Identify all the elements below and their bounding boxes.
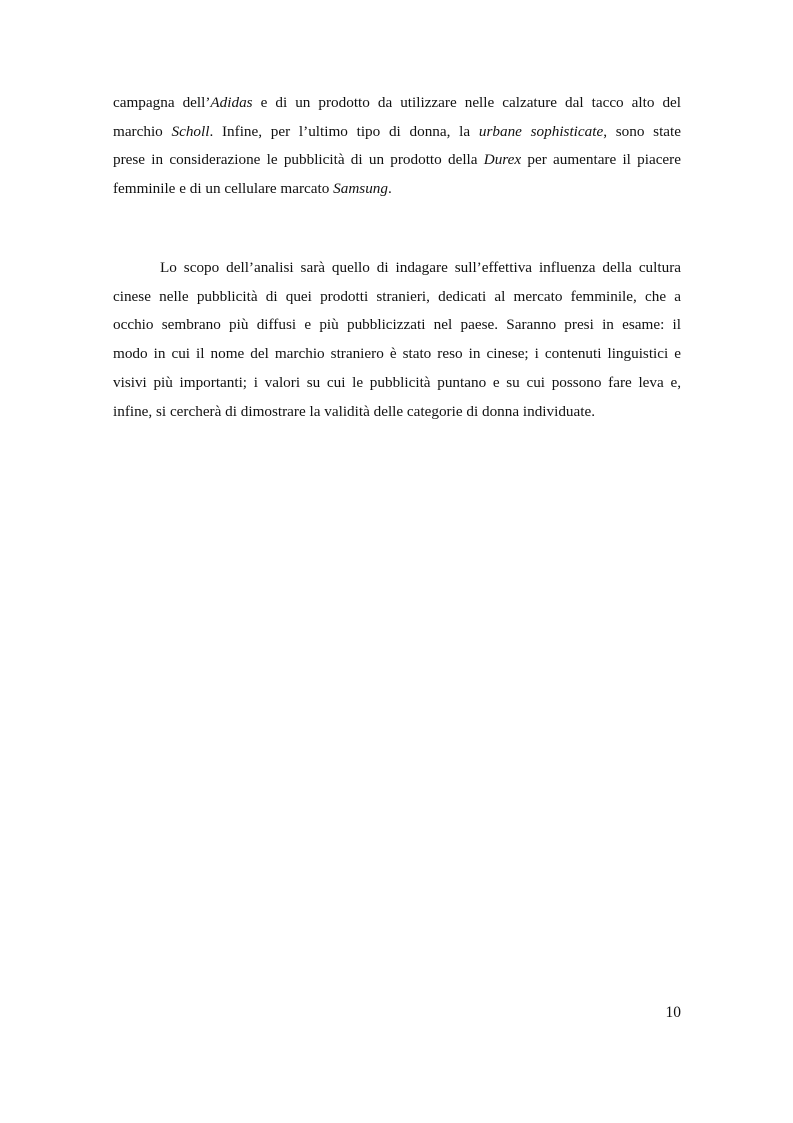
paragraph-2-line-4: modo in cui il nome del marchio straniero è stato reso in cinese; i contenuti linguistici e [113, 345, 681, 363]
paragraph-2-line-3: occhio sembrano più diffusi e più pubblicizzati nel paese. Saranno presi in esame: il [113, 316, 681, 334]
text-run: campagna dell’ [113, 94, 211, 111]
paragraph-1-line-2 [113, 118, 681, 147]
brand-name-durex: Durex [483, 151, 522, 169]
text-run: per aumentare il piacere [521, 151, 681, 169]
text-run: femminile e di un cellulare marcato [113, 180, 334, 198]
page-number: 10 [665, 1004, 681, 1021]
paragraph-1-line-4 [113, 175, 681, 204]
paragraph-1-line-3 [113, 146, 681, 175]
paragraph-2-line-6: infine, si cercherà di dimostrare la validità delle categorie di donna individuate. [113, 402, 596, 420]
paragraph-2-line-1: Lo scopo dell’analisi sarà quello di indagare sull’effettiva influenza della cultura [160, 259, 681, 276]
paragraph-1-line-1 [113, 89, 681, 118]
text-run: . [387, 180, 392, 198]
brand-name-scholl: Scholl [171, 122, 210, 140]
brand-name-adidas: Adidas [210, 94, 253, 111]
text-run: . Infine, per l’ultimo tipo di donna, la [209, 122, 479, 140]
brand-name-samsung: Samsung [333, 180, 388, 198]
term-urbane-sophisticate: urbane sophisticate [478, 122, 604, 140]
paragraph-2-line-2: cinese nelle pubblicità di quei prodotti stranieri, dedicati al mercato femminile, che a [113, 287, 681, 305]
paragraph-1 [113, 89, 681, 204]
text-run: marchio [113, 122, 172, 140]
text-run: prese in considerazione le pubblicità di un prodotto della [113, 151, 484, 169]
paragraph-2 [113, 254, 681, 426]
paragraph-2-line-5: visivi più importanti; i valori su cui le pubblicità puntano e su cui possono fare leva e, [113, 373, 681, 391]
text-run: e di un prodotto da utilizzare nelle calzature dal tacco alto del [252, 94, 682, 111]
text-run: , sono state [603, 122, 681, 140]
